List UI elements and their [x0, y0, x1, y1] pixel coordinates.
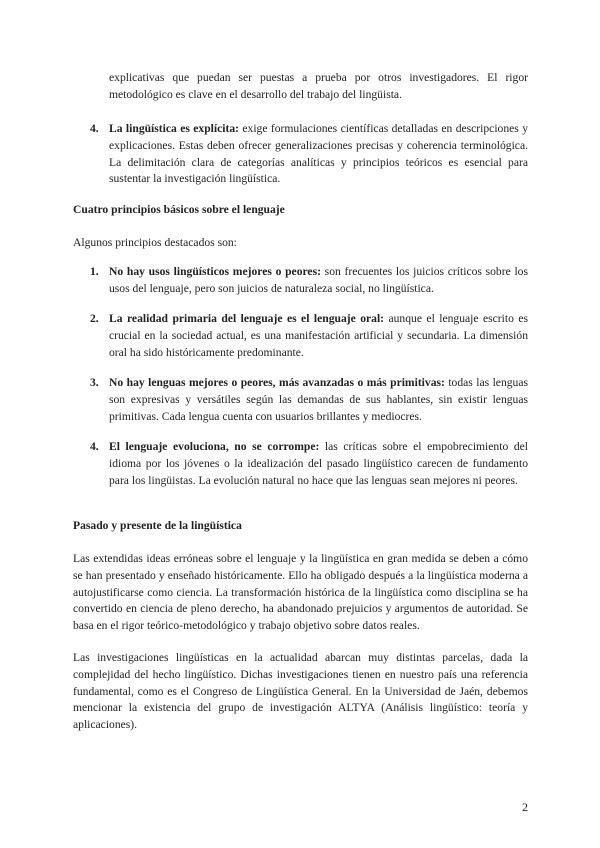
principle-lead: No hay lenguas mejores o peores, más avanzadas o más primitivas:: [109, 376, 445, 389]
body-paragraph: Las extendidas ideas erróneas sobre el lenguaje y la lingüística en gran medida se deben a cómo se han presentado y enseñado históricamente. Ello ha obligado después a la lingüística moderna a autojustificarse como ciencia. La transformación histórica de la lingüística como disciplina se ha convertido en ciencia de pleno derecho, ha abandonado prejuicios y argumentos de autoridad. Se basa en el rigor teórico-metodológico y trabajo objetivo sobre datos reales.: [73, 552, 528, 633]
list-item: [109, 121, 528, 188]
principle-number: 1.: [90, 265, 99, 278]
principle-text: son frecuentes los juicios críticos sobre los usos del lenguaje, pero son juicios de naturaleza social, no lingüística.: [109, 265, 528, 295]
principle-lead: No hay usos lingüísticos mejores o peores:: [109, 265, 321, 278]
principle-text: todas las lenguas son expresivas y versátiles según las demandas de sus hablantes, sin existir lenguas primitivas. Cada lengua cuenta con usuarios brillantes y mediocres.: [109, 376, 529, 423]
principle-item: [109, 375, 528, 425]
page-number: 2: [522, 800, 528, 814]
principle-number: 4.: [90, 440, 99, 453]
principle-item: [109, 439, 528, 489]
list-number: 4.: [90, 122, 99, 135]
list-item-text: exige formulaciones científicas detalladas en descripciones y explicaciones. Estas deben ofrecer generalizaciones precisas y coherencia terminológica. La delimitación clara de categorías analíticas y principios teóricos es esencial para sustentar la investigación lingüística.: [109, 122, 528, 186]
principle-number: 3.: [90, 376, 99, 389]
principle-text: las críticas sobre el empobrecimiento del idioma por los jóvenes o la idealización del pasado lingüístico carecen de fundamento para los lingüistas. La evolución natural no hace que las lenguas sean mejores ni peores.: [109, 440, 528, 487]
principle-number: 2.: [90, 312, 99, 325]
section-heading: Cuatro principios básicos sobre el lenguaje: [73, 203, 285, 216]
principle-text: aunque el lenguaje escrito es crucial en la sociedad actual, es una manifestación artificial y secundaria. La dimensión oral ha sido históricamente predominante.: [109, 312, 528, 359]
body-paragraph: Las investigaciones lingüísticas en la actualidad abarcan muy distintas parcelas, dada la complejidad del hecho lingüístico. Dichas investigaciones tienen en nuestro país una referencia fundamental, como es el Congreso de Lingüística General. En la Universidad de Jaén, debemos mencionar la existencia del grupo de investigación ALTYA (Análisis lingüístico: teoría y aplicaciones).: [73, 651, 528, 732]
intro-paragraph: Algunos principios destacados son:: [73, 236, 237, 249]
principle-item: [109, 264, 528, 298]
continued-paragraph: [109, 70, 528, 104]
principle-lead: La realidad primaria del lenguaje es el lenguaje oral:: [109, 312, 385, 325]
list-item-lead: La lingüística es explícita:: [109, 122, 239, 135]
principle-item: [109, 311, 528, 361]
principle-lead: El lenguaje evoluciona, no se corrompe:: [109, 440, 320, 453]
section-heading: Pasado y presente de la lingüística: [73, 519, 242, 532]
continued-paragraph-text: explicativas que puedan ser puestas a prueba por otros investigadores. El rigor metodológico es clave en el desarrollo del trabajo del lingüista.: [109, 71, 528, 101]
